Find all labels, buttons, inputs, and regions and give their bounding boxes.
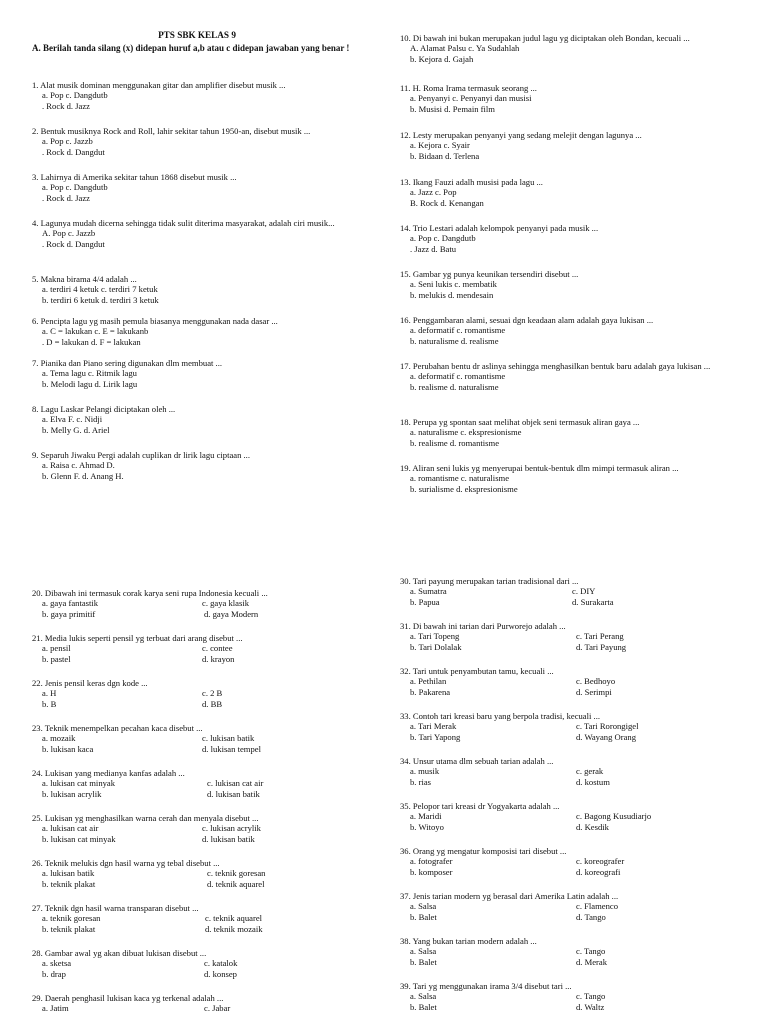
option-d[interactable]: d. Surakarta bbox=[572, 596, 614, 607]
option-a[interactable]: a. Salsa bbox=[410, 991, 437, 1002]
option-c[interactable]: c. Bagong Kusudiarjo bbox=[576, 811, 652, 822]
question-14 bbox=[400, 223, 730, 269]
option-line[interactable]: a. naturalisme c. ekspresionisme bbox=[410, 427, 522, 438]
question-13 bbox=[400, 177, 730, 223]
option-line[interactable]: b. Bidaan d. Terlena bbox=[410, 150, 480, 161]
question-33 bbox=[400, 711, 740, 756]
question-7 bbox=[32, 358, 362, 404]
option-c[interactable]: c. Tari Rorongigel bbox=[576, 721, 639, 732]
option-line[interactable]: b. Musisi d. Pemain film bbox=[410, 103, 495, 114]
option-line[interactable]: B. Rock d. Kenangan bbox=[410, 197, 484, 208]
option-c[interactable]: c. contee bbox=[202, 643, 233, 654]
option-line[interactable]: . Rock d. Jazz bbox=[42, 192, 90, 203]
option-line[interactable]: b. Melly G. d. Ariel bbox=[42, 424, 110, 435]
option-d[interactable]: d. lukisan batik bbox=[202, 833, 255, 844]
question-38 bbox=[400, 936, 740, 981]
option-line[interactable]: . Jazz d. Batu bbox=[410, 243, 457, 254]
question-text: 12. Lesty merupakan penyanyi yang sedang melejit dengan lagunya ... bbox=[400, 130, 642, 140]
question-text: 20. Dibawah ini termasuk corak karya seni rupa Indonesia kecuali ... bbox=[32, 588, 268, 598]
option-line[interactable]: . D = lakukan d. F = lakukan bbox=[42, 336, 141, 347]
option-line[interactable]: a. romantisme c. naturalisme bbox=[410, 473, 510, 484]
option-b[interactable]: b. Witoyo bbox=[410, 821, 444, 832]
option-d[interactable]: d. teknik mozaik bbox=[205, 923, 263, 934]
option-a[interactable]: a. Sumatra bbox=[410, 586, 447, 597]
option-c[interactable]: c. Flamenco bbox=[576, 901, 618, 912]
question-39 bbox=[400, 981, 740, 1017]
option-a[interactable]: a. Jatim bbox=[42, 1003, 69, 1014]
question-28 bbox=[32, 948, 372, 993]
question-text: 21. Media lukis seperti pensil yg terbuat dari arang disebut ... bbox=[32, 633, 243, 643]
question-10 bbox=[400, 33, 730, 83]
option-line[interactable]: b. Kejora d. Gajah bbox=[410, 53, 474, 64]
option-c[interactable]: c. Tari Perang bbox=[576, 631, 624, 642]
option-a[interactable]: a. H bbox=[42, 688, 57, 699]
option-c[interactable]: c. Tango bbox=[576, 991, 606, 1002]
instruction-text: A. Berilah tanda silang (x) didepan huruf a,b atau c didepan jawaban yang benar ! bbox=[32, 43, 350, 54]
question-text: 9. Separuh Jiwaku Pergi adalah cuplikan dr lirik lagu ciptaan ... bbox=[32, 450, 250, 460]
question-20 bbox=[32, 588, 372, 633]
option-b[interactable]: b. teknik plakat bbox=[42, 878, 96, 889]
question-text: 30. Tari payung merupakan tarian tradisional dari ... bbox=[400, 576, 579, 586]
question-5 bbox=[32, 274, 362, 316]
question-text: 13. Ikang Fauzi adalh musisi pada lagu ... bbox=[400, 177, 543, 187]
option-a[interactable]: a. teknik goresan bbox=[42, 913, 101, 924]
question-2 bbox=[32, 126, 362, 172]
question-text: 35. Pelopor tari kreasi dr Yogyakarta adalah ... bbox=[400, 801, 560, 811]
question-text: 2. Bentuk musiknya Rock and Roll, lahir sekitar tahun 1950-an, disebut musik ... bbox=[32, 126, 311, 136]
question-8 bbox=[32, 404, 362, 450]
option-d[interactable]: d. gaya Modern bbox=[204, 608, 259, 619]
question-text: 6. Pencipta lagu yg masih pemula biasanya menggunakan nada dasar ... bbox=[32, 316, 278, 326]
option-line[interactable]: a. Pop c. Dangdutb bbox=[42, 90, 108, 101]
option-d[interactable]: d. krayon bbox=[202, 653, 235, 664]
option-b[interactable]: b. Pakarena bbox=[410, 686, 451, 697]
question-23 bbox=[32, 723, 372, 768]
option-a[interactable]: a. Salsa bbox=[410, 901, 437, 912]
question-text: 28. Gambar awal yg akan dibuat lukisan disebut ... bbox=[32, 948, 207, 958]
question-text: 1. Alat musik dominan menggunakan gitar dan amplifier disebut musik ... bbox=[32, 80, 286, 90]
option-b[interactable]: b. Papua bbox=[410, 596, 440, 607]
question-26 bbox=[32, 858, 372, 903]
question-text: 29. Daerah penghasil lukisan kaca yg terkenal adalah ... bbox=[32, 993, 224, 1003]
option-b[interactable]: b. pastel bbox=[42, 653, 71, 664]
option-line[interactable]: a. terdiri 4 ketuk c. terdiri 7 ketuk bbox=[42, 284, 158, 295]
question-1 bbox=[32, 80, 362, 126]
question-text: 11. H. Roma Irama termasuk seorang ... bbox=[400, 83, 537, 93]
option-c[interactable]: c. lukisan cat air bbox=[207, 778, 264, 789]
option-c[interactable]: c. teknik goresan bbox=[207, 868, 266, 879]
option-line[interactable]: b. surialisme d. ekspresionisme bbox=[410, 483, 518, 494]
question-text: 33. Contoh tari kreasi baru yang berpola tradisi, kecuali ... bbox=[400, 711, 600, 721]
question-22 bbox=[32, 678, 372, 723]
option-line[interactable]: a. Tema lagu c. Ritmik lagu bbox=[42, 368, 137, 379]
question-30 bbox=[400, 576, 740, 621]
question-25 bbox=[32, 813, 372, 858]
option-b[interactable]: b. Balet bbox=[410, 1001, 437, 1012]
option-a[interactable]: a. sketsa bbox=[42, 958, 72, 969]
question-text: 32. Tari untuk penyambutan tamu, kecuali ... bbox=[400, 666, 554, 676]
question-15 bbox=[400, 269, 730, 315]
option-b[interactable]: b. Balet bbox=[410, 956, 437, 967]
option-line[interactable]: A. Pop c. Jazzb bbox=[42, 228, 96, 239]
option-b[interactable]: b. lukisan cat minyak bbox=[42, 833, 116, 844]
option-line[interactable]: a. Elva F. c. Nidji bbox=[42, 414, 103, 425]
option-c[interactable]: c. Bedhoyo bbox=[576, 676, 616, 687]
option-line[interactable]: b. melukis d. mendesain bbox=[410, 289, 494, 300]
question-6 bbox=[32, 316, 362, 358]
questions-1-9 bbox=[32, 80, 362, 496]
question-text: 10. Di bawah ini bukan merupakan judul lagu yg diciptakan oleh Bondan, kecuali ... bbox=[400, 33, 690, 43]
option-line[interactable]: b. Glenn F. d. Anang H. bbox=[42, 470, 124, 481]
option-a[interactable]: a. pensil bbox=[42, 643, 71, 654]
option-a[interactable]: a. Tari Merak bbox=[410, 721, 457, 732]
option-b[interactable]: b. lukisan acrylik bbox=[42, 788, 102, 799]
question-text: 27. Teknik dgn hasil warna transparan disebut ... bbox=[32, 903, 199, 913]
option-a[interactable]: a. lukisan cat air bbox=[42, 823, 99, 834]
exam-header bbox=[32, 30, 362, 54]
question-text: 19. Aliran seni lukis yg menyerupai bentuk-bentuk dlm mimpi termasuk aliran ... bbox=[400, 463, 679, 473]
option-line[interactable]: . Rock d. Dangdut bbox=[42, 238, 105, 249]
question-text: 31. Di bawah ini tarian dari Purworejo adalah ... bbox=[400, 621, 566, 631]
option-line[interactable]: A. Alamat Palsu c. Ya Sudahlah bbox=[410, 43, 520, 54]
option-c[interactable]: c. katalok bbox=[204, 958, 238, 969]
option-c[interactable]: c. Tango bbox=[576, 946, 606, 957]
option-a[interactable]: a. Salsa bbox=[410, 946, 437, 957]
page-title: PTS SBK KELAS 9 bbox=[158, 30, 236, 40]
option-b[interactable]: b. rias bbox=[410, 776, 432, 787]
option-d[interactable]: d. Serimpi bbox=[576, 686, 612, 697]
option-d[interactable]: d. konsep bbox=[204, 968, 237, 979]
questions-20-29 bbox=[32, 588, 372, 1023]
questions-10-19 bbox=[400, 33, 730, 503]
question-text: 8. Lagu Laskar Pelangi diciptakan oleh ... bbox=[32, 404, 176, 414]
option-line[interactable]: . Rock d. Dangdut bbox=[42, 146, 105, 157]
question-text: 24. Lukisan yang medianya kanfas adalah ... bbox=[32, 768, 185, 778]
question-text: 25. Lukisan yg menghasilkan warna cerah dan menyala disebut ... bbox=[32, 813, 259, 823]
option-c[interactable]: c. koreografer bbox=[576, 856, 625, 867]
option-d[interactable]: d. lukisan batik bbox=[207, 788, 260, 799]
option-a[interactable]: a. Tari Topeng bbox=[410, 631, 460, 642]
question-text: 5. Makna birama 4/4 adalah ... bbox=[32, 274, 137, 284]
option-c[interactable]: c. gaya klasik bbox=[202, 598, 250, 609]
question-35 bbox=[400, 801, 740, 846]
question-text: 17. Perubahan bentu dr aslinya sehingga menghasilkan bentuk baru adalah gaya lukisan ... bbox=[400, 361, 711, 371]
option-d[interactable]: d. lukisan tempel bbox=[202, 743, 261, 754]
option-b[interactable]: b. Balet bbox=[410, 911, 437, 922]
question-text: 37. Jenis tarian modern yg berasal dari Amerika Latin adalah ... bbox=[400, 891, 619, 901]
question-36 bbox=[400, 846, 740, 891]
option-line[interactable]: a. Seni lukis c. membatik bbox=[410, 279, 497, 290]
question-text: 14. Trio Lestari adalah kelompok penyanyi pada musik ... bbox=[400, 223, 599, 233]
question-3 bbox=[32, 172, 362, 218]
question-text: 18. Perupa yg spontan saat melihat objek seni termasuk aliran gaya ... bbox=[400, 417, 640, 427]
question-text: 38. Yang bukan tarian modern adalah ... bbox=[400, 936, 537, 946]
question-text: 15. Gambar yg punya keunikan tersendiri disebut ... bbox=[400, 269, 579, 279]
option-b[interactable]: b. Tari Yapong bbox=[410, 731, 461, 742]
question-37 bbox=[400, 891, 740, 936]
option-c[interactable]: c. lukisan batik bbox=[202, 733, 255, 744]
option-d[interactable]: d. Tari Payung bbox=[576, 641, 627, 652]
option-b[interactable]: b. teknik plakat bbox=[42, 923, 96, 934]
option-line[interactable]: a. Raisa c. Ahmad D. bbox=[42, 460, 115, 471]
question-text: 36. Orang yg mengatur komposisi tari disebut ... bbox=[400, 846, 567, 856]
option-c[interactable]: c. teknik aquarel bbox=[205, 913, 263, 924]
option-c[interactable]: c. 2 B bbox=[202, 688, 223, 699]
option-line[interactable]: b. realisme d. romantisme bbox=[410, 437, 500, 448]
option-line[interactable]: a. Pop c. Dangdutb bbox=[410, 233, 476, 244]
option-b[interactable]: b. gaya primitif bbox=[42, 608, 96, 619]
question-text: 34. Unsur utama dlm sebuah tarian adalah ... bbox=[400, 756, 554, 766]
option-a[interactable]: a. lukisan batik bbox=[42, 868, 95, 879]
question-text: 4. Lagunya mudah dicerna sehingga tidak sulit diterima masyarakat, adalah ciri musik... bbox=[32, 218, 335, 228]
question-text: 39. Tari yg menggunakan irama 3/4 disebut tari ... bbox=[400, 981, 572, 991]
option-d[interactable]: d. Kesdik bbox=[576, 821, 609, 832]
option-b[interactable]: b. komposer bbox=[410, 866, 453, 877]
option-c[interactable]: c. lukisan acrylik bbox=[202, 823, 261, 834]
option-d[interactable]: d. Waltz bbox=[576, 1001, 605, 1012]
question-18 bbox=[400, 417, 730, 463]
option-line[interactable]: a. Pop c. Jazzb bbox=[42, 136, 93, 147]
option-b[interactable]: b. lukisan kaca bbox=[42, 743, 94, 754]
question-text: 7. Pianika dan Piano sering digunakan dlm membuat ... bbox=[32, 358, 222, 368]
option-c[interactable]: c. gerak bbox=[576, 766, 604, 777]
question-text: 16. Penggambaran alami, sesuai dgn keadaan alam adalah gaya lukisan ... bbox=[400, 315, 654, 325]
option-d[interactable]: d. teknik aquarel bbox=[207, 878, 265, 889]
option-c[interactable]: c. Jabar bbox=[204, 1003, 231, 1014]
question-9 bbox=[32, 450, 362, 496]
option-a[interactable]: a. musik bbox=[410, 766, 440, 777]
option-a[interactable]: a. lukisan cat minyak bbox=[42, 778, 116, 789]
option-b[interactable]: b. B bbox=[42, 698, 57, 709]
option-line[interactable]: a. Jazz c. Pop bbox=[410, 187, 457, 198]
option-d[interactable]: d. Tango bbox=[576, 911, 606, 922]
question-text: 26. Teknik melukis dgn hasil warna yg tebal disebut ... bbox=[32, 858, 220, 868]
question-34 bbox=[400, 756, 740, 801]
question-21 bbox=[32, 633, 372, 678]
option-line[interactable]: a. Penyanyi c. Penyanyi dan musisi bbox=[410, 93, 532, 104]
option-line[interactable]: a. Pop c. Dangdutb bbox=[42, 182, 108, 193]
option-d[interactable]: d. Wayang Orang bbox=[576, 731, 637, 742]
option-a[interactable]: a. Maridi bbox=[410, 811, 442, 822]
option-line[interactable]: . Rock d. Jazz bbox=[42, 100, 90, 111]
question-11 bbox=[400, 83, 730, 130]
question-29 bbox=[32, 993, 372, 1023]
option-a[interactable]: a. gaya fantastik bbox=[42, 598, 99, 609]
option-a[interactable]: a. Pethilan bbox=[410, 676, 447, 687]
option-d[interactable]: d. koreografi bbox=[576, 866, 621, 877]
option-d[interactable]: d. BB bbox=[202, 698, 223, 709]
question-27 bbox=[32, 903, 372, 948]
option-b[interactable]: b. Tari Dolalak bbox=[410, 641, 462, 652]
option-line[interactable]: a. Kejora c. Syair bbox=[410, 140, 470, 151]
option-line[interactable]: b. Melodi lagu d. Lirik lagu bbox=[42, 378, 138, 389]
option-d[interactable]: d. kostum bbox=[576, 776, 610, 787]
option-line[interactable]: a. C = lakukan c. E = lakukanb bbox=[42, 326, 149, 337]
option-line[interactable]: b. realisme d. naturalisme bbox=[410, 381, 499, 392]
question-24 bbox=[32, 768, 372, 813]
question-16 bbox=[400, 315, 730, 361]
question-32 bbox=[400, 666, 740, 711]
question-4 bbox=[32, 218, 362, 274]
question-12 bbox=[400, 130, 730, 177]
option-line[interactable]: b. terdiri 6 ketuk d. terdiri 3 ketuk bbox=[42, 294, 159, 305]
question-text: 23. Teknik menempelkan pecahan kaca disebut ... bbox=[32, 723, 203, 733]
question-text: 22. Jenis pensil keras dgn kode ... bbox=[32, 678, 148, 688]
option-line[interactable]: a. deformatif c. romantisme bbox=[410, 325, 506, 336]
option-a[interactable]: a. mozaik bbox=[42, 733, 76, 744]
question-31 bbox=[400, 621, 740, 666]
option-b[interactable]: b. drap bbox=[42, 968, 66, 979]
option-line[interactable]: a. deformatif c. romantisme bbox=[410, 371, 506, 382]
question-19 bbox=[400, 463, 730, 503]
option-c[interactable]: c. DIY bbox=[572, 586, 596, 597]
question-text: 3. Lahirnya di Amerika sekitar tahun 1868 disebut musik ... bbox=[32, 172, 237, 182]
question-17 bbox=[400, 361, 730, 417]
option-a[interactable]: a. fotografer bbox=[410, 856, 453, 867]
option-d[interactable]: d. Merak bbox=[576, 956, 608, 967]
option-line[interactable]: b. naturalisme d. realisme bbox=[410, 335, 499, 346]
questions-30-39 bbox=[400, 576, 740, 1017]
